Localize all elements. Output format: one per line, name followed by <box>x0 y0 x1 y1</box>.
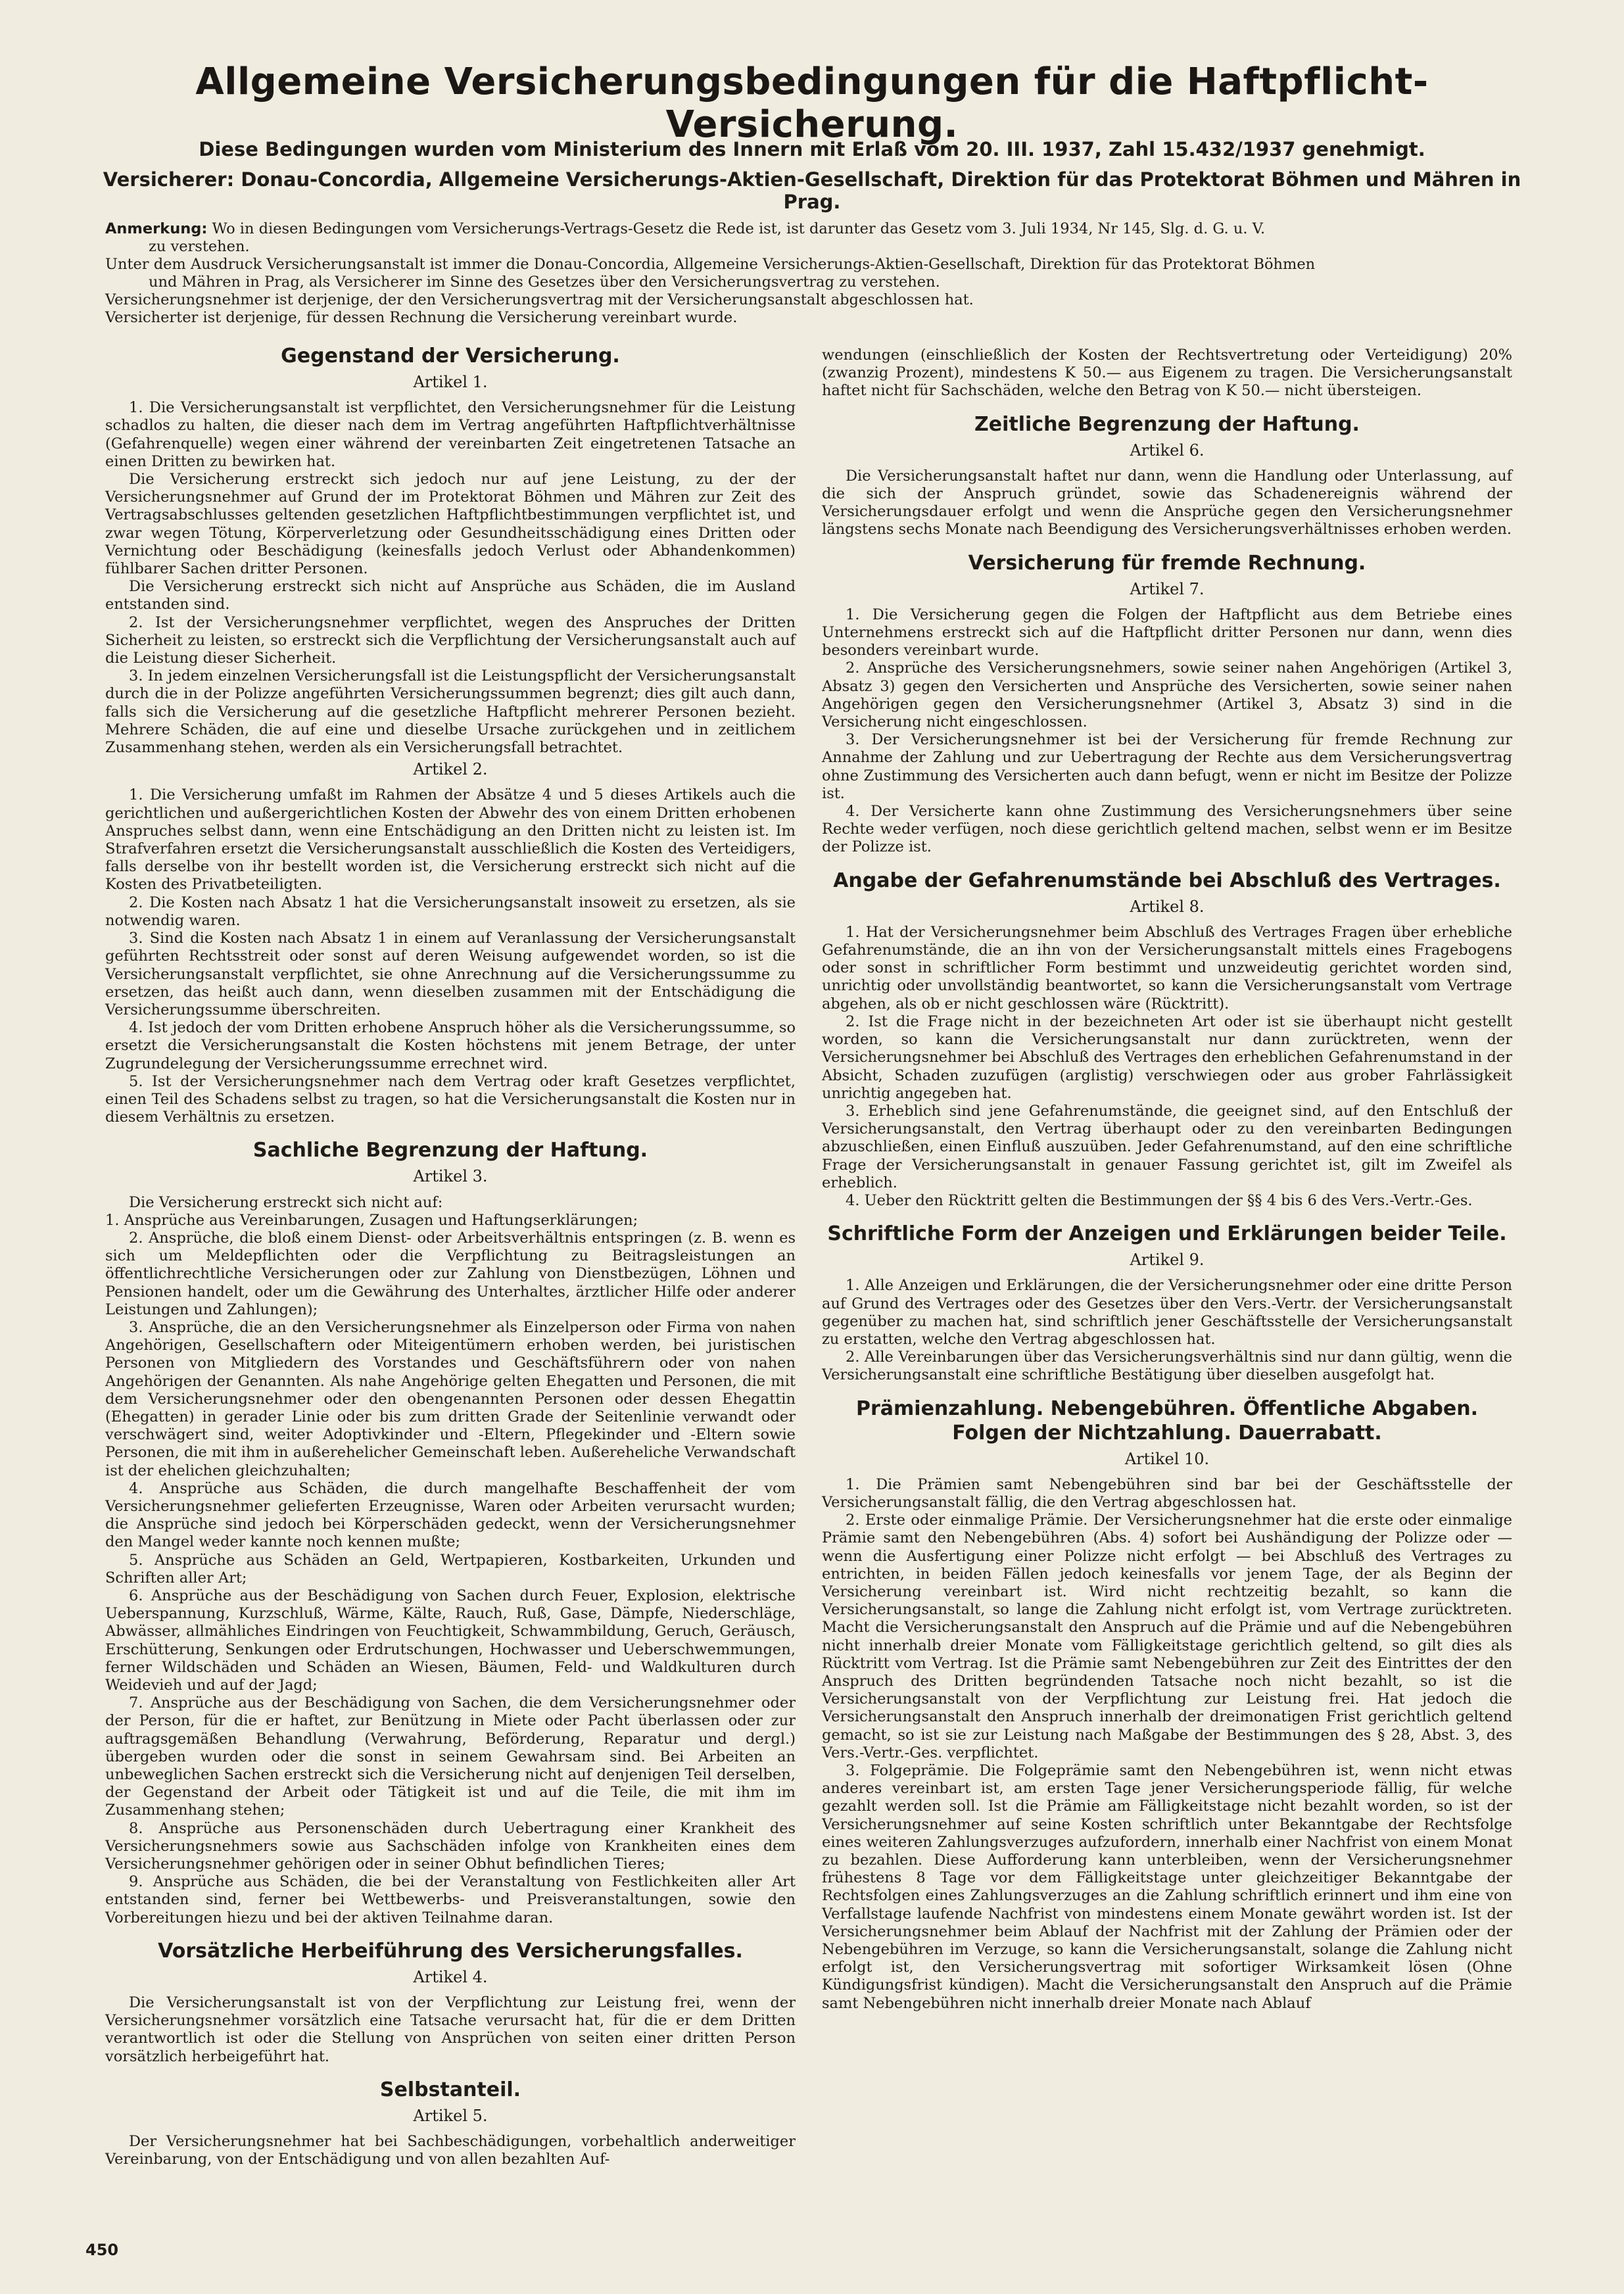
paragraph: 3. In jedem einzelnen Versicherungsfall ist die Leistungspflicht der Versicherungsanstalt durch die in der Polizze angeführten Versicherungssummen begrenzt; dies gilt auch dann, falls sich die Versicherung auf die gesetzliche Haftpflicht mehrerer Personen bezieht. Mehrere Schäden, die auf eine und dieselbe Ursache zurückgehen und in zeitlichem Zusammenhang stehen, werden als ein Versicherungsfall betrachtet. <box>105 667 796 757</box>
paragraph: 7. Ansprüche aus der Beschädigung von Sachen, die dem Versicherungsnehmer oder der Person, für die er haftet, zur Benützung in Miete oder Pacht überlassen oder zur auftragsgemäßen Behandlung (Verwahrung, Beförderung, Reparatur und dergl.) übergeben wurden oder die sonst in seinem Gewahrsam sind. Bei Arbeiten an unbeweglichen Sachen erstreckt sich die Versicherung nicht auf denjenigen Teil derselben, der Gegenstand der Arbeit oder Tätigkeit ist und auf die Teile, die mit ihm im Zusammenhang stehen; <box>105 1694 796 1819</box>
note-line-2b: und Mähren in Prag, als Versicherer im Sinne des Gesetzes über den Versicherungsvertrag zu verstehen. <box>149 274 940 291</box>
article-label: Artikel 10. <box>1124 1449 1210 1468</box>
article-label: Artikel 9. <box>1130 1251 1205 1270</box>
note-line-4: Versicherter ist derjenige, für dessen Rechnung die Versicherung vereinbart wurde. <box>105 309 738 326</box>
section-heading: Angabe der Gefahrenumstände bei Abschluß des Vertrages. <box>833 869 1501 892</box>
section-heading: Vorsätzliche Herbeiführung des Versicherungsfalles. <box>158 1939 743 1963</box>
note-line-2: Unter dem Ausdruck Versicherungsanstalt ist immer die Donau-Concordia, Allgemeine Versicherungs-Aktien-Gesellschaft, Direktion für das Protektorat Böhmen <box>105 256 1316 273</box>
page-number: 450 <box>85 2241 119 2259</box>
paragraph: 5. Ansprüche aus Schäden an Geld, Wertpapieren, Kostbarkeiten, Urkunden und Schriften aller Art; <box>105 1551 796 1587</box>
paragraph: 2. Alle Vereinbarungen über das Versicherungsverhältnis sind nur dann gültig, wenn die Versicherungsanstalt eine schriftliche Bestätigung über dieselben ausgefolgt hat. <box>822 1349 1512 1384</box>
article-label: Artikel 4. <box>413 1967 488 1986</box>
paragraph: Die Versicherungsanstalt ist von der Verpflichtung zur Leistung frei, wenn der Versicherungsnehmer vorsätzlich eine Tatsache verursacht hat, für die er dem Dritten verantwortlich ist oder die Stellung von Ansprüchen von seiten einer dritten Person vorsätzlich herbeigeführt hat. <box>105 1994 796 2065</box>
section-heading: Gegenstand der Versicherung. <box>281 345 620 368</box>
paragraph: 4. Ueber den Rücktritt gelten die Bestimmungen der §§ 4 bis 6 des Vers.-Vertr.-Ges. <box>846 1191 1473 1209</box>
paragraph: 2. Ist die Frage nicht in der bezeichneten Art oder ist sie überhaupt nicht gestellt worden, so kann die Versicherungsanstalt nur dann zurücktreten, wenn der Versicherungsnehmer bei Abschluß des Vertrages den erheblichen Gefahrenumstand in der Absicht, Schaden zuzufügen (arglistig) verschwiegen oder aus grober Fahrlässigkeit unrichtig angegeben hat. <box>822 1013 1512 1102</box>
paragraph: 2. Ist der Versicherungsnehmer verpflichtet, wegen des Anspruches der Dritten Sicherheit zu leisten, so erstreckt sich die Verpflichtung der Versicherungsanstalt auch auf die Leistung dieser Sicherheit. <box>105 613 796 667</box>
paragraph: 1. Die Versicherung gegen die Folgen der Haftpflicht aus dem Betriebe eines Unternehmens erstreckt sich auf die Haftpflicht dritter Personen nur dann, wenn dies besonders vereinbart wurde. <box>822 606 1512 659</box>
paragraph: Die Versicherungsanstalt haftet nur dann, wenn die Handlung oder Unterlassung, auf die sich der Anspruch gründet, sowie das Schadenereignis während der Versicherungsdauer erfolgt und wenn die Ansprüche gegen den Versicherungsnehmer längstens sechs Monate nach Beendigung des Versicherungsverhältnisses erhoben werden. <box>822 467 1512 538</box>
left-column <box>105 339 796 2180</box>
paragraph: 6. Ansprüche aus der Beschädigung von Sachen durch Feuer, Explosion, elektrische Ueberspannung, Kurzschluß, Wärme, Kälte, Rauch, Ruß, Gase, Dämpfe, Niederschläge, Abwässer, allmähliches Eindringen von Feuchtigkeit, Schwammbildung, Geruch, Geräusch, Erschütterung, Senkungen oder Erdrutschungen, Hochwasser und Ueberschwemmungen, ferner Wildschäden und Schäden an Wiesen, Bäumen, Feld- und Waldkulturen durch Weidevieh und auf der Jagd; <box>105 1587 796 1694</box>
paragraph: 3. Sind die Kosten nach Absatz 1 in einem auf Veranlassung der Versicherungsanstalt geführten Rechtsstreit oder sonst auf deren Weisung aufgewendet worden, so ist die Versicherungsanstalt verpflichtet, sie ohne Anrechnung auf die Versicherungssumme zu ersetzen, das heißt auch dann, wenn dieselben zusammen mit der Entschädigung die Versicherungssumme überschreiten. <box>105 930 796 1018</box>
paragraph: 3. Folgeprämie. Die Folgeprämie samt den Nebengebühren ist, wenn nicht etwas anderes vereinbart ist, am ersten Tage jener Versicherungsperiode fällig, für welche gezahlt werden soll. Ist die Prämie am Fälligkeitstage nicht bezahlt worden, so ist der Versicherungsnehmer auf seine Kosten schriftlich unter Bekanntgabe der Rechtsfolge eines weiteren Zahlungsverzuges aufzufordern, innerhalb einer Nachfrist von einem Monat zu bezahlen. Diese Aufforderung kann unterbleiben, wenn der Versicherungsnehmer frühestens 8 Tage vor dem Fälligkeitstage unter gleichzeitiger Bekanntgabe der Rechtsfolgen eines Zahlungsverzuges an die Zahlung schriftlich erinnert und ihm eine von Verfallstage laufende Nachfrist von mindestens einem Monate gewährt worden ist. Ist der Versicherungsnehmer beim Ablauf der Nachfrist mit der Zahlung der Prämien oder der Nebengebühren im Verzuge, so kann die Versicherungsanstalt, solange die Zahlung nicht erfolgt ist, den Versicherungsvertrag mit sofortiger Wirksamkeit lösen (Ohne Kündigungsfrist kündigen). Macht die Versicherungsanstalt den Anspruch auf die Prämie samt Nebengebühren nicht innerhalb dreier Monate nach Ablauf <box>822 1762 1512 2012</box>
paragraph: wendungen (einschließlich der Kosten der Rechtsvertretung oder Verteidigung) 20% (zwanzig Prozent), mindestens K 50.— aus Eigenem zu tragen. Die Versicherungsanstalt haftet nicht für Sachschäden, welche den Betrag von K 50.— nicht übersteigen. <box>822 346 1512 400</box>
article-label: Artikel 2. <box>413 760 488 779</box>
paragraph: 2. Ansprüche, die bloß einem Dienst- oder Arbeitsverhältnis entspringen (z. B. wenn es sich um Meldepflichten oder die Verpflichtung zu Beitragsleistungen an öffentlichrechtliche Versicherungen oder zur Zahlung von Dienstbezügen, Löhnen und Pensionen handelt, oder um die Gewährung des Unterhaltes, ärztlicher Hilfe oder anderer Leistungen und Zahlungen); <box>105 1229 796 1318</box>
article-label: Artikel 5. <box>413 2106 488 2125</box>
section-heading: Zeitliche Begrenzung der Haftung. <box>974 412 1360 436</box>
paragraph: 8. Ansprüche aus Personenschäden durch Uebertragung einer Krankheit des Versicherungsnehmers sowie aus Sachschäden infolge von Krankheiten eines dem Versicherungsnehmer gehörigen oder in seiner Obhut befindlichen Tieres; <box>105 1819 796 1873</box>
section-heading: Selbstanteil. <box>379 2078 521 2101</box>
note-line-1b: zu verstehen. <box>149 238 250 255</box>
paragraph: 1. Ansprüche aus Vereinbarungen, Zusagen und Haftungserklärungen; <box>105 1211 638 1229</box>
paragraph: Die Versicherung erstreckt sich jedoch nur auf jene Leistung, zu der der Versicherungsnehmer auf Grund der im Protektorat Böhmen und Mähren zur Zeit des Vertragsabschlusses geltenden gesetzlichen Haftpflichtbestimmungen verpflichtet ist, und zwar wegen Tötung, Körperverletzung oder Gesundheitsschädigung eines Dritten oder Vernichtung oder Beschädigung (keinesfalls jedoch Verlust oder Abhandenkommen) fühlbarer Sachen dritter Personen. <box>105 471 796 578</box>
article-label: Artikel 8. <box>1130 897 1205 916</box>
insurer-line: Versicherer: Donau-Concordia, Allgemeine Versicherungs-Aktien-Gesellschaft, Direktion für das Protektorat Böhmen und Mähren in Prag. <box>103 168 1521 213</box>
note-line-3: Versicherungsnehmer ist derjenige, der den Versicherungsvertrag mit der Versicherungsanstalt abgeschlossen hat. <box>105 291 974 308</box>
paragraph: 1. Die Versicherung umfaßt im Rahmen der Absätze 4 und 5 dieses Artikels auch die gerichtlichen und außergerichtlichen Kosten der Abwehr des von einem Dritten erhobenen Anspruches selbst dann, wenn eine Entschädigung an den Dritten nicht zu leisten ist. Im Strafverfahren ersetzt die Versicherungsanstalt ausschließlich die Kosten des Verteidigers, falls derselbe von ihr bestellt worden ist, die Versicherung erstreckt sich nicht auf die Kosten des Privatbeteiligten. <box>105 786 796 894</box>
paragraph: 9. Ansprüche aus Schäden, die bei der Veranstaltung von Festlichkeiten aller Art entstanden sind, ferner bei Wettbewerbs- und Preisveranstaltungen, sowie den Vorbereitungen hiezu und bei der aktiven Teilnahme daran. <box>105 1873 796 1926</box>
note-line-1 <box>105 220 1519 238</box>
section-heading: Prämienzahlung. Nebengebühren. Öffentliche Abgaben. Folgen der Nichtzahlung. Dauerrabatt. <box>856 1397 1478 1445</box>
note-lead: Anmerkung: <box>105 220 208 237</box>
paragraph: 4. Ansprüche aus Schäden, die durch mangelhafte Beschaffenheit der vom Versicherungsnehmer gelieferten Erzeugnisse, Waren oder Arbeiten verursacht wurden; die Ansprüche sind jedoch bei Körperschäden gedeckt, wenn der Versicherungsnehmer den Mangel weder kannte noch kennen mußte; <box>105 1479 796 1551</box>
section-heading: Versicherung für fremde Rechnung. <box>968 551 1366 575</box>
paragraph: 1. Die Versicherungsanstalt ist verpflichtet, den Versicherungsnehmer für die Leistung schadlos zu halten, die dieser nach dem im Vertrag angeführten Haftpflichtverhältnisse (Gefahrenquelle) wegen einer während der vereinbarten Zeit eingetretenen Tatsache an einen Dritten zu bewirken hat. <box>105 399 796 470</box>
paragraph: 4. Ist jedoch der vom Dritten erhobene Anspruch höher als die Versicherungssumme, so ersetzt die Versicherungsanstalt die Kosten höchstens mit jenem Betrage, der unter Zugrundelegung der Versicherungssumme errechnet wird. <box>105 1019 796 1072</box>
paragraph: 2. Erste oder einmalige Prämie. Der Versicherungsnehmer hat die erste oder einmalige Prämie samt den Nebengebühren (Abs. 4) sofort bei Aushändigung der Polizze oder — wenn die Ausfertigung einer Polizze nicht erfolgt — bei Abschluß des Vertrages zu entrichten, in beiden Fällen jedoch keinesfalls vor jenem Tage, der als Beginn der Versicherung vereinbart ist. Wird nicht rechtzeitig bezahlt, so kann die Versicherungsanstalt, so lange die Zahlung nicht erfolgt ist, vom Vertrage zurücktreten. Macht die Versicherungsanstalt den Anspruch auf die Prämie und auf die Nebengebühren nicht innerhalb dreier Monate vom Fälligkeitstage gerichtlich geltend, so gilt dies als Rücktritt vom Vertrag. Ist die Prämie samt Nebengebühren zur Zeit des Eintrittes der den Anspruch des Dritten begründenden Tatsache noch nicht bezahlt, so ist die Versicherungsanstalt von der Verpflichtung zur Leistung frei. Hat jedoch die Versicherungsanstalt den Anspruch innerhalb der dreimonatigen Frist gerichtlich geltend gemacht, so ist sie zur Leistung nach Maßgabe der Bestimmungen des § 28, Abst. 3, des Vers.-Vertr.-Ges. verpflichtet. <box>822 1512 1512 1761</box>
section-heading: Sachliche Begrenzung der Haftung. <box>252 1139 648 1162</box>
paragraph: Die Versicherung erstreckt sich nicht auf: <box>129 1193 443 1211</box>
article-label: Artikel 3. <box>413 1167 488 1186</box>
article-label: Artikel 6. <box>1130 441 1205 460</box>
article-label: Artikel 7. <box>1130 579 1205 598</box>
paragraph: 4. Der Versicherte kann ohne Zustimmung des Versicherungsnehmers über seine Rechte weder verfügen, noch diese gerichtlich geltend machen, selbst wenn er im Besitze der Polizze ist. <box>822 803 1512 856</box>
paragraph: Die Versicherung erstreckt sich nicht auf Ansprüche aus Schäden, die im Ausland entstanden sind. <box>105 578 796 613</box>
paragraph: 1. Hat der Versicherungsnehmer beim Abschluß des Vertrages Fragen über erhebliche Gefahrenumstände, die an ihn von der Versicherungsanstalt mittels eines Fragebogens oder sonst in schriftlicher Form bestimmt und unzweideutig gerichtet worden sind, unrichtig oder unvollständig beantwortet, so kann die Versicherungsanstalt vom Vertrage abgehen, als ob er nicht geschlossen wäre (Rücktritt). <box>822 923 1512 1013</box>
section-heading: Schriftliche Form der Anzeigen und Erklärungen beider Teile. <box>827 1222 1507 1246</box>
paragraph: 3. Erheblich sind jene Gefahrenumstände, die geeignet sind, auf den Entschluß der Versicherungsanstalt, den Vertrag überhaupt oder zu den vereinbarten Bedingungen abzuschließen, einen Einfluß auszuüben. Jeder Gefahrenumstand, auf den eine schriftliche Frage der Versicherungsanstalt in genauer Fassung gerichtet ist, gilt im Zweifel als erheblich. <box>822 1102 1512 1191</box>
note-text-1: Wo in diesen Bedingungen vom Versicherungs-Vertrags-Gesetz die Rede ist, ist darunter das Gesetz vom 3. Juli 1934, Nr 145, Slg. d. G. u. V. <box>212 220 1266 237</box>
right-column <box>822 346 1512 2240</box>
document-title: Allgemeine Versicherungsbedingungen für die Haftpflicht-Versicherung. <box>195 60 1429 146</box>
paragraph: Der Versicherungsnehmer hat bei Sachbeschädigungen, vorbehaltlich anderweitiger Vereinbarung, von der Entschädigung und von allen bezahlten Auf- <box>105 2133 796 2168</box>
paragraph: 1. Die Prämien samt Nebengebühren sind bar bei der Geschäftsstelle der Versicherungsanstalt fällig, die den Vertrag abgeschlossen hat. <box>822 1475 1512 1511</box>
paragraph: 3. Der Versicherungsnehmer ist bei der Versicherung für fremde Rechnung zur Annahme der Zahlung und zur Uebertragung der Rechte aus dem Versicherungsvertrag ohne Zustimmung des Versicherten auch dann befugt, wenn er nicht im Besitze der Polizze ist. <box>822 731 1512 802</box>
paragraph: 5. Ist der Versicherungsnehmer nach dem Vertrag oder kraft Gesetzes verpflichtet, einen Teil des Schadens selbst zu tragen, so hat die Versicherungsanstalt die Kosten nur in diesem Verhältnis zu ersetzen. <box>105 1072 796 1126</box>
paragraph: 2. Ansprüche des Versicherungsnehmers, sowie seiner nahen Angehörigen (Artikel 3, Absatz 3) gegen den Versicherten und Ansprüche des Versicherten, sowie seiner nahen Angehörigen gegen den Versicherungsnehmer (Artikel 3, Absatz 3) sind in die Versicherung nicht eingeschlossen. <box>822 659 1512 731</box>
approval-line: Diese Bedingungen wurden vom Ministerium des Innern mit Erlaß vom 20. III. 1937, Zahl 15.432/1937 genehmigt. <box>199 138 1425 160</box>
paragraph: 2. Die Kosten nach Absatz 1 hat die Versicherungsanstalt insoweit zu ersetzen, als sie notwendig waren. <box>105 894 796 929</box>
paragraph: 1. Alle Anzeigen und Erklärungen, die der Versicherungsnehmer oder eine dritte Person auf Grund des Vertrages oder des Gesetzes über den Vers.-Vertr. der Versicherungsanstalt gegenüber zu machen hat, sind schriftlich jener Geschäftsstelle der Versicherungsanstalt zu erstatten, welche den Vertrag abgeschlossen hat. <box>822 1277 1512 1348</box>
paragraph: 3. Ansprüche, die an den Versicherungsnehmer als Einzelperson oder Firma von nahen Angehörigen, Gesellschaftern oder Miteigentümern erhoben werden, bei juristischen Personen von Mitgliedern des Vorstandes und Geschäftsführern oder von nahen Angehörigen der Genannten. Als nahe Angehörige gelten Ehegatten und Personen, die mit dem Versicherungsnehmer oder den obengenannten Personen oder dessen Ehegattin (Ehegatten) in gerader Linie oder bis zum dritten Grade der Seitenlinie verwandt oder verschwägert sind, weiter Adoptivkinder und -Eltern, Pflegekinder und -Eltern sowie Personen, die mit ihm in außerehelicher Gemeinschaft leben. Außereheliche Verwandschaft ist der ehelichen gleichzuhalten; <box>105 1318 796 1479</box>
note-block <box>105 220 1519 327</box>
article-label: Artikel 1. <box>413 373 488 391</box>
